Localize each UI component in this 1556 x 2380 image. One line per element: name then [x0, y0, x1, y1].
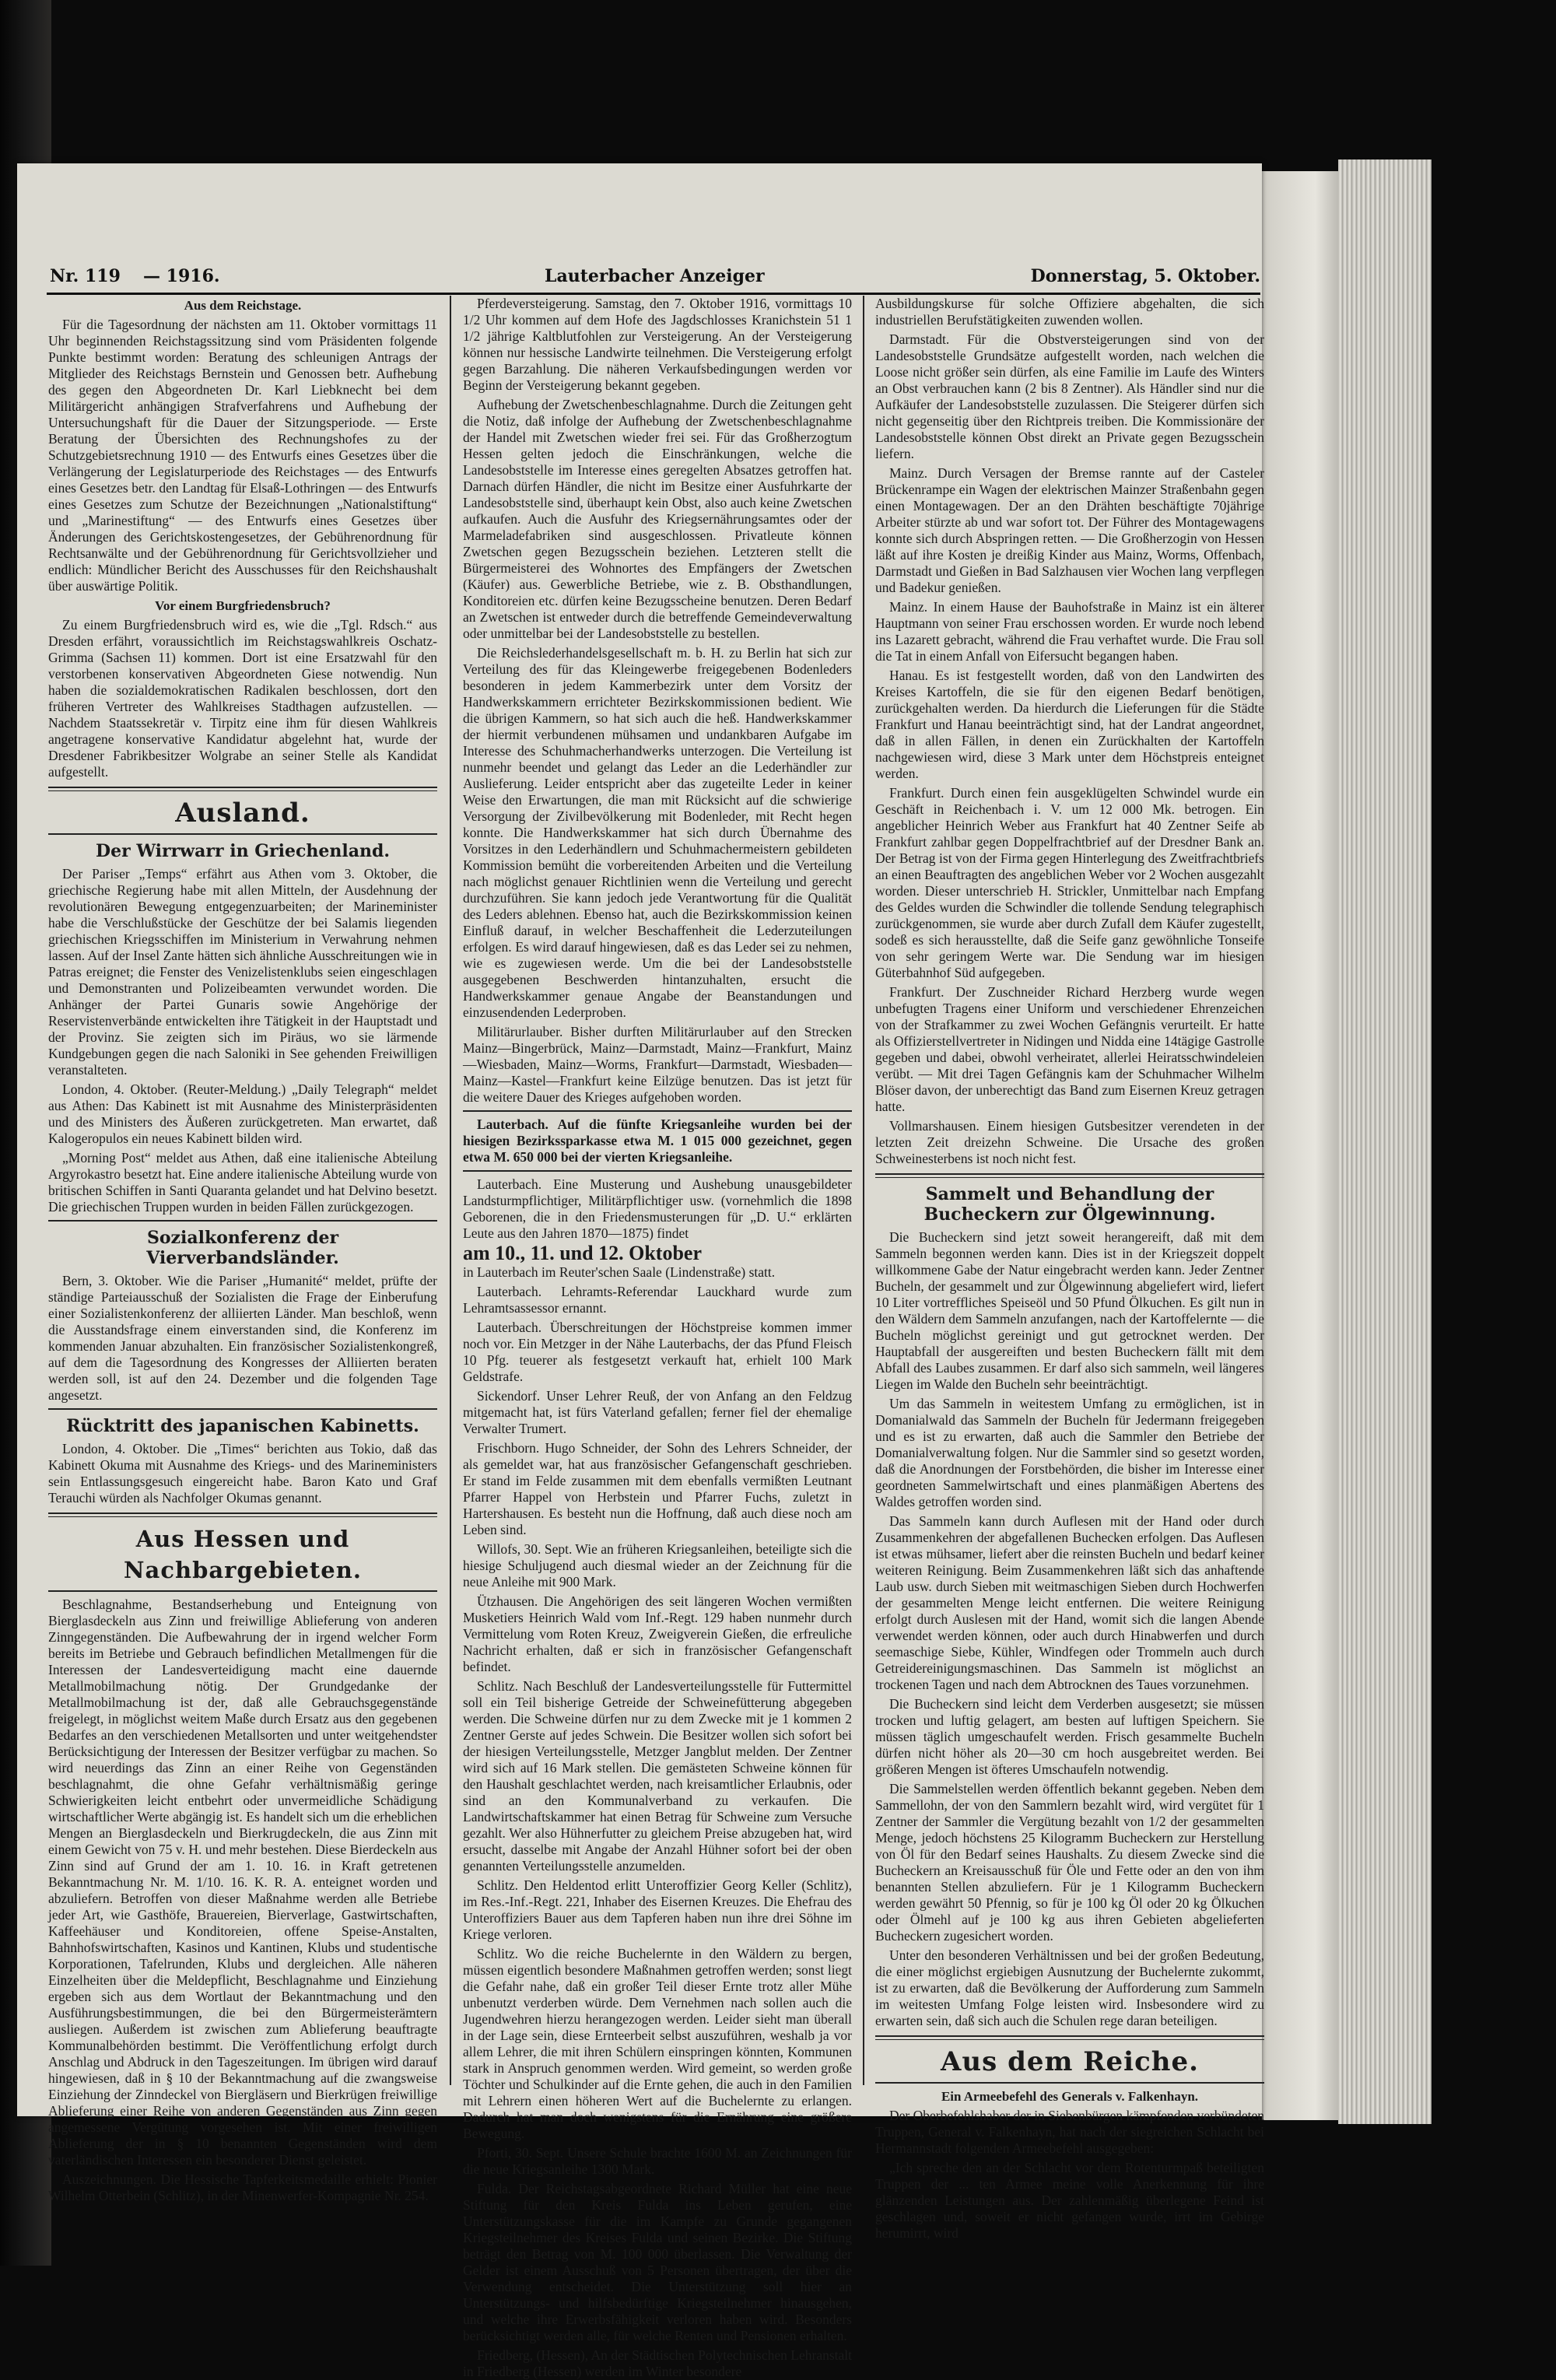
issue-date: Donnerstag, 5. Oktober.	[1030, 266, 1260, 286]
section-divider	[875, 2035, 1264, 2040]
article-paragraph: Lauterbach. Lehramts-Referendar Lauckhard wurde zum Lehramtsassessor ernannt.	[463, 1284, 852, 1316]
heading-burgfrieden: Vor einem Burgfriedensbruch?	[155, 598, 331, 613]
article-paragraph: Mainz. In einem Hause der Bauhofstraße in Mainz ist ein älterer Hauptmann von seiner Frau erschossen worden. Er wurde noch lebend ins Lazarett gebracht, während die Frau verhaftet wurde. Die Frau soll die Tat in einem Anfall von Eifersucht begangen haben.	[875, 599, 1264, 664]
article-paragraph: Darmstadt. Für die Obstversteigerungen sind von der Landesobststelle Grundsätze aufgestellt worden, nach welchen die Loose nicht größer sein dürfen, als eine Familie im Laufe des Winters an Obst verbrauchen kann (2 bis 8 Zentner). Als Händler sind nur die Aufkäufer der Landesobststelle zuzulassen. Die Steigerer dürfen sich nicht gegenseitig über den Richtpreis treiben. Die Kommissionäre der Landesobststelle können Obst direkt an Private gegen Bezugsschein liefern.	[875, 331, 1264, 461]
page-edge-shadow	[1262, 171, 1338, 2120]
divider	[463, 1110, 852, 1112]
article-paragraph: Fulda. Der Reichstagsabgeordnete Richard Müller hat eine neue Stiftung für den Kreis Fulda ins Leben gerufen, eine Unterstützungskasse für die im Kampfe zu Grunde gegangenen Kriegsteilnehmer des Kreises Fulda und seinen Bezirke. Die Stiftung beträgt den Betrag von M. 100 000 überlassen. Die Verwaltung der Gelder ist einem Ausschuß von 5 Personen übertragen, der über die Verwendung entscheidet. Die Unterstützung soll hier an Unterstützungs- und hilfsbedürftige Kriegsteilnehmer hinausgehen, und welche ihre Erwerbsfähigkeit verloren haben wird. Besonders berücksichtigt werden alle, für welche Renten und Pensionen erhalten.	[463, 2181, 852, 2343]
divider	[463, 1170, 852, 1172]
stacked-page-edges	[1338, 159, 1432, 2124]
article-paragraph: Die Bucheckern sind jetzt soweit herangereift, daß mit dem Sammeln begonnen werden kann. Dies ist in der Kriegszeit doppelt willkommene Gabe der Natur eingebracht werden kann. Jeder Zentner Bucheln, der gesammelt und zur Ölgewinnung abgeliefert wird, liefert 10 Liter vortreffliches Speiseöl und 50 Pfund Ölkuchen. Es gilt nun in den Wäldern dem Sammeln anzufangen, nach der Kartoffelernte — die Bucheln möglichst gereinigt und gut getrocknet werden. Der Hauptabfall der ausgereiften und besten Bucheckern fällt mit dem Abfall des Laubes zusammen. Er darf also sich sammeln, weil längeres Liegen im Walde den Bucheln sehr beeinträchtigt.	[875, 1229, 1264, 1392]
issue-year: — 1916.	[143, 266, 220, 286]
article-paragraph: Auszeichnungen. Die Hessische Tapferkeitsmedaille erhielt: Pionier Wilhelm Otterbein (Schlitz), in der Minenwerfer-Kompagnie Nr. 254.	[48, 2171, 437, 2203]
article-paragraph: Das Sammeln kann durch Auflesen mit der Hand oder durch Zusammenkehren der abgefallenen Buchecken erfolgen. Das Auflesen ist etwas mühsamer, liefert aber die reinsten Bucheln und bedarf keiner weiteren Reinigung. Beim Zusammenkehren läßt sich das anhaftende Laub usw. durch Sieben mit weitmaschigen Sieben durch Hochwerfen der gesammelten Menge leicht entfernen. Die weitere Reinigung erfolgt durch Auslesen mit der Hand, womit sich die langen Abende verwendet werden können, oder auch durch Hinabwerfen und durch seemaschige Siebe, Kühler, Windfegen oder Trommeln auch durch Getreidereinigungsmaschinen. Das Sammeln ist möglichst an trockenen Tagen und nach dem Abtrocknen des Taues vorzunehmen.	[875, 1513, 1264, 1692]
article-paragraph: Beschlagnahme, Bestandserhebung und Enteignung von Bierglasdeckeln aus Zinn und freiwillige Ablieferung von anderen Zinngegenständen. Die Aufbewahrung der in irgend welcher Form bereits im Betriebe und Gebrauch befindlichen Metallmengen für die Interessen der Landesverteidigung macht eine dauernde Metallmobilmachung nötig. Der Grundgedanke der Metallmobilmachung ist der, daß alle Gebrauchsgegenstände freigelegt, in möglichst weitem Maße durch Ersatz aus den gegebenen Bedarfes an den verschiedenen Metallsorten und unter weitgehendster Berücksichtigung der Interessen der Besitzer verfügbar zu machen. So wird neuerdings das Zinn an einer Reihe von Gegenständen beschlagnahmt, die ohne Gefahr verhältnismäßig geringe Schwierigkeiten leicht entbehrt oder unvermeidliche Schädigung wirtschaftlicher Werte abgängig ist. Es handelt sich um die erheblichen Mengen an Bierglasdeckeln und Bierkrugdeckeln, die aus Zinn mit einem Gewicht von 75 v. H. und mehr bestehen. Diese Bierdeckeln aus Zinn sind auf Grund der am 1. 10. 16. in Kraft getretenen Bekanntmachung Nr. M. 1/10. 16. K. R. A. enteignet worden und abzuliefern. Betroffen von dieser Maßnahme werden alle Betriebe jeder Art, wie Gasthöfe, Brauereien, Bierverlage, Gastwirtschaften, Kaffeehäuser und Konditoreien, offene Speise-Anstalten, Bahnhofswirtschaften, Kasinos und Kantinen, Klubs und studentische Korporationen, Tafelrunden, Klubs und dergleichen. Alle näheren Einzelheiten über die Meldepflicht, Beschlagnahme und Einziehung ergeben sich aus dem Wortlaut der Bekanntmachung und den Ausführungsbestimmungen, die bei den Bürgermeisterämtern ausliegen. Außerdem ist zwischen zum Ablieferung beauftragte Kommunalbehörden bestimmt. Die Veröffentlichung erfolgt durch Anschlag und Abdruck in den Tageszeitungen. Im übrigen wird darauf hingewiesen, daß in § 10 der Bekanntmachung auf die zwangsweise Einziehung der Zinndeckel von Biergläsern und Bierkrügen freiwillige Ablieferung einer Reihe von anderen Gegenständen aus Zinn gegen angemessene Vergütung vorgesehen ist. Mit einer freiwilligen Ablieferung der in § 10 benannten Gegenständen wird dem vaterländischen Interessen ein besonderer Dienst geleistet.	[48, 1597, 437, 2168]
article-paragraph: Die Bucheckern sind leicht dem Verderben ausgesetzt; sie müssen trocken und luftig gelagert, am besten auf luftigen Speichern. Sie müssen täglich umgeschaufelt werden. Frisch gesammelte Bucheln dürfen nicht höher als 20—30 cm hoch ausgebreitet werden. Bei größeren Mengen ist öfteres Umschaufeln notwendig.	[875, 1696, 1264, 1777]
article-paragraph: in Lauterbach im Reuter'schen Saale (Lindenstraße) statt.	[463, 1264, 776, 1280]
article-paragraph: London, 4. Oktober. (Reuter-Meldung.) „Daily Telegraph“ meldet aus Athen: Das Kabinett ist mit Ausnahme des Ministerpräsidenten und des Ministers des Äußeren zurückgetreten. Man erwartet, daß Kalogeropulos ein neues Kabinett bilden wird.	[48, 1081, 437, 1146]
column-rule	[863, 296, 864, 2085]
article-paragraph: Ausbildungskurse für solche Offiziere abgehalten, die sich industriellen Berufstätigkeiten zuwenden wollen.	[875, 296, 1264, 328]
divider	[48, 1408, 437, 1410]
article-paragraph: Ützhausen. Die Angehörigen des seit längeren Wochen vermißten Musketiers Heinrich Wald vom Inf.-Regt. 129 haben nunmehr durch Vermittelung vom Roten Kreuz, Zweigverein Gießen, die erfreuliche Nachricht erhalten, daß er sich in französischer Gefangenschaft befindet.	[463, 1593, 852, 1674]
section-heading-reich: Aus dem Reiche.	[941, 2046, 1199, 2077]
divider	[48, 833, 437, 835]
column-3	[875, 296, 1264, 2241]
newspaper-title: Lauterbacher Anzeiger	[545, 266, 765, 286]
section-heading-ausland: Ausland.	[175, 797, 310, 829]
article-paragraph: Lauterbach. Auf die fünfte Kriegsanleihe wurden bei der hiesigen Bezirkssparkasse etwa M. 1 015 000 gezeichnet, gegen etwa M. 650 000 bei der vierten Kriegsanleihe.	[463, 1116, 852, 1165]
article-paragraph: Frankfurt. Der Zuschneider Richard Herzberg wurde wegen unbefugten Tragens einer Uniform und verschiedener Ehrenzeichen von der Strafkammer zu zwei Wochen Gefängnis verurteilt. Er hatte als Offizierstellvertreter in Nidingen und Nidda eine 14tägige Gastrolle gegeben und dabei, obwohl verheiratet, allerlei Heiratsschwindeleien verübt. — Mit drei Tagen Gefängnis kam der Schuhmacher Wilhelm Blöser davon, der unberechtigt das Band zum Eisernen Kreuz getragen hatte.	[875, 984, 1264, 1114]
article-paragraph: Für die Tagesordnung der nächsten am 11. Oktober vormittags 11 Uhr beginnenden Reichstagssitzung sind vom Präsidenten folgende Punkte bestimmt worden: Beratung des schleunigen Antrags der Mitglieder des Reichstags Bernstein und Genossen betr. Aufhebung des gegen den Abgeordneten Dr. Karl Liebknecht bei dem Militärgericht anhängigen Strafverfahrens und Aufhebung der Untersuchungshaft für die Dauer der Sitzungsperiode. — Erste Beratung der Übersichten des Rechnungshofes zu der Schutzgebietsrechnung 1910 — des Entwurfs eines Gesetzes über die Verlängerung der Legislaturperiode des Reichstages — des Entwurfs eines Gesetzes betr. den Landtag für Elsaß-Lothringen — des Entwurfs eines Gesetzes zum Schutze der Bezeichnungen „Nationalstiftung“ und „Marinestiftung“ — des Entwurfs eines Gesetzes über Änderungen des Gerichtskostengesetzes, der Gebührenordnung für Rechtsanwälte und der Gebührenordnung für Gerichtsvollzieher und endlich: Mündlicher Bericht des Ausschusses für den Reichshaushalt über auswärtige Politik.	[48, 317, 437, 594]
article-paragraph: „Ich spreche den an der Schlacht vor dem Rotenturmpaß beteiligten Truppen der ... ten Armee meine volle Anerkennung für ihre glänzenden Leistungen aus. Der zahlenmäßig überlegene Feind ist geschlagen und, soweit er nicht gefangen wurde, irrt im Gebirge herumirrt, wird	[875, 2160, 1264, 2241]
article-paragraph: Hanau. Es ist festgestellt worden, daß von den Landwirten des Kreises Kartoffeln, die sie für den eigenen Bedarf benötigen, zurückgehalten werden. Da hierdurch die Lieferungen für die Städte Frankfurt und Hanau beeinträchtigt sind, hat der Landrat angeordnet, daß in allen Fällen, in denen ein Zurückhalten der Kartoffeln nachgewiesen wird, diese 3 Mark unter dem Höchstpreis enteignet werden.	[875, 668, 1264, 781]
article-paragraph: Um das Sammeln in weitestem Umfang zu ermöglichen, ist in Domanialwald das Sammeln der Bucheln für Jedermann freigegeben und es ist zu erwarten, daß auch die Sammler den Betriebe der Domanialverwaltung folgen. Nur die Sammler sind so gesetzt worden, daß die Anordnungen der Forstbehörden, die bisher im Interesse einer geordneten Sammelwirtschaft und eines planmäßigen Abertens des Waldes getroffen worden sind.	[875, 1396, 1264, 1509]
article-paragraph: Schlitz. Nach Beschluß der Landesverteilungsstelle für Futtermittel soll ein Teil bisherige Getreide der Schweinefütterung abgegeben werden. Die Schweine dürfen nur zu dem Zwecke mit je 1 kommen 2 Zentner Gerste auf jedes Schwein. Die Besitzer wollen sich sofort bei der hiesigen Verteilungsstelle, Metzger Jangblut melden. Der Zentner wird sich auf 16 Mark stellen. Die gemästeten Schweine können für den Haushalt geschlachtet werden, nach kreisamtlicher Erlaubnis, oder sind an den Kommunalverband zu verkaufen. Die Landwirtschaftskammer hat einen Betrag für Schweine zum Versuche gezahlt. Wer also Hühnerfutter zu gleichem Preise abzugeben hat, wird ersucht, dasselbe mit Angabe der Anzahl Hühner sofort bei der oben genannten Verteilungsstelle anzumelden.	[463, 1678, 852, 1874]
heading-bucheckern: Sammelt und Behandlung der Bucheckern zur Ölgewinnung.	[923, 1184, 1216, 1225]
column-1	[48, 296, 437, 2203]
article-paragraph: Militärurlauber. Bisher durften Militärurlauber auf den Strecken Mainz—Bingerbrück, Mainz—Darmstadt, Mainz—Frankfurt, Mainz—Wiesbaden, Mainz—Worms, Frankfurt—Darmstadt, Wiesbaden—Mainz—Kastel—Frankfurt keine Eilzüge benutzen. Das ist jetzt für die weitere Dauer des Krieges aufgehoben worden.	[463, 1024, 852, 1105]
article-paragraph: Pforti, 30. Sept. Unsere Schule brachte 1600 M. an Zeichnungen für die neue Kriegsanleihe 1300 Mark.	[463, 2145, 852, 2177]
article-paragraph: Aufhebung der Zwetschenbeschlagnahme. Durch die Zeitungen geht die Notiz, daß infolge der Aufhebung der Zwetschenbeschlagnahme der Handel mit Zwetschen wieder frei sei. Für das Großherzogtum Hessen gelten jedoch die Einschränkungen, welche die Landesobststelle im Interesse eines geregelten Absatzes getroffen hat. Darnach dürfen Händler, die nicht im Besitze einer Ausfuhrkarte der Landesobststelle sind, überhaupt kein Obst, also auch keine Zwetschen aufkaufen. Auch die Ausfuhr des Kriegsernährungsamtes oder der Marmeladefabriken sind ausgeschlossen. Privatleute können Zwetschen gegen Bezugsschein beziehen. Letzteren stellt die Bürgermeisterei des Wohnortes des Empfängers der Zwetschen (Käufer) aus. Gewerbliche Betriebe, wie z. B. Obsthandlungen, Konditoreien etc. dürfen keine Bezugsscheine benutzen. Deren Bedarf an Zwetschen ist entweder durch die betreffende Gemeindeverwaltung oder unmittelbar bei der Landesobststelle zu bestellen.	[463, 397, 852, 641]
article-paragraph: Die Reichslederhandelsgesellschaft m. b. H. zu Berlin hat sich zur Verteilung des für das Kleingewerbe freigegebenen Bodenleders besonderen in jedem Kammerbezirk unter dem Vorsitz der Handwerkskammern errichteter Bezirkskommissionen bedient. Wie die übrigen Kammern, so hat sich auch die heß. Handwerkskammer der hiermit verbundenen mühsamen und undankbaren Aufgabe im Interesse des Schuhmacherhandwerks unterzogen. Die Verteilung ist nunmehr beendet und gelangt das Leder an die Lederhändler zur Auslieferung. Leider entspricht aber das zugeteilte Leder in keiner Weise den Erwartungen, die man mit Rücksicht auf die schwierige Versorgung der Zivilbevölkerung mit Bodenleder, mit Recht hegen konnte. Die Handwerkskammer hat sich durch Übernahme des Vorsitzes in den Lederhändlern und Schuhmachermeistern gebildeten Kommission bemüht die vorbereitenden Arbeiten und die Verteilung nach möglichst genauer Richtlinien wenn die Verteilung und gerecht durchzuführen. Sie kann jedoch jede Verantwortung für die Qualität des Leders ablehnen. Ebenso hat, auch die Bezirkskommission keinen Einfluß darauf, in welcher Beschaffenheit die Lederzuteilungen erfolgen. Es wird darauf hingewiesen, daß es das Leder sei zu nehmen, wie es zugewiesen werde. Um die bei der Landesobststelle ausgegebenen Beschwerden hintanzuhalten, ersucht die Handwerkskammer genaue Angabe der Beanstandungen und einzusendenden Lederproben.	[463, 645, 852, 1020]
heading-griechenland: Der Wirrwarr in Griechenland.	[96, 841, 390, 861]
article-paragraph: Sickendorf. Unser Lehrer Reuß, der von Anfang an den Feldzug mitgemacht hat, ist fürs Vaterland gefallen; ferner fiel der ehemalige Verwalter Trumert.	[463, 1388, 852, 1436]
article-paragraph: Frischborn. Hugo Schneider, der Sohn des Lehrers Schneider, der als gemeldet war, hat aus französischer Gefangenschaft geschrieben. Er stand im Felde zusammen mit dem ebenfalls vermißten Leutnant Pfarrer Happel von Herbstein und Pfarrer Fuchs, zuletzt in Hartershausen. Es besteht nun die Hoffnung, daß auch diese noch am Leben sind.	[463, 1440, 852, 1537]
article-paragraph: Schlitz. Den Heldentod erlitt Unteroffizier Georg Keller (Schlitz), im Res.-Inf.-Regt. 221, Inhaber des Eisernen Kreuzes. Die Ehefrau des Unteroffiziers Bauer aus dem Tapferen haben nun ihre drei Söhne im Kriege verloren.	[463, 1877, 852, 1942]
heading-japan: Rücktritt des japanischen Kabinetts.	[66, 1416, 419, 1436]
divider	[48, 1590, 437, 1592]
article-paragraph: Schlitz. Wo die reiche Buchelernte in den Wäldern zu bergen, müssen eigentlich besondere Maßnahmen getroffen werden; sonst liegt die Gefahr nahe, daß ein großer Teil dieser Ernte trotz aller Mühe unbenutzt verderben würde. Dem Vernehmen nach sollen auch die Jugendwehren hierzu herangezogen werden. Leider sieht man überall in der Lage sein, diese Ernteerbeit selbst auszuführen, weshalb ja vor allem Lehrer, die mit ihren Schülern einspringen könnten, Kommunen stark in Anspruch genommen werden. Wird gemeint, so werden große Töchter und Schulkinder auf die Ernte gehen, die auch in den Familien mit Lehrern einen höheren Wert auf die Buchelernte zu erlangen. Dadurch hat man doch wenigstens für die Ernährung eine größere Bewegung.	[463, 1946, 852, 2141]
article-paragraph: Lauterbach. Eine Musterung und Aushebung unausgebildeter Landsturmpflichtiger, Militärpflichtiger usw. (vornehmlich die 1898 Geborenen, die in den Friedensmusterungen für „D. U.“ erklärten Leute aus den Jahren 1870—1875) findet	[463, 1176, 852, 1241]
muster-date: am 10., 11. und 12. Oktober	[463, 1242, 702, 1264]
section-heading-hessen: Aus Hessen und Nachbargebieten.	[124, 1526, 362, 1583]
heading-armeebefehl: Ein Armeebefehl des Generals v. Falkenhayn.	[941, 2089, 1199, 2104]
heading-sozialkonferenz: Sozialkonferenz der Vierverbandsländer.	[146, 1228, 339, 1268]
article-paragraph: London, 4. Oktober. Die „Times“ berichten aus Tokio, daß das Kabinett Okuma mit Ausnahme des Kriegs- und des Marineministers sein Entlassungsgesuch eingereicht habe. Baron Kato und Graf Terauchi würden als Nachfolger Okumas genannt.	[48, 1441, 437, 1505]
article-paragraph: Pferdeversteigerung. Samstag, den 7. Oktober 1916, vormittags 10 1/2 Uhr kommen auf dem Hofe des Jagdschlosses Kranichstein 51 1 1/2 jährige Kaltblutfohlen zur Versteigerung. An der Versteigerung können nur hessische Landwirte teilnehmen. Die Versteigerung erfolgt gegen Barzahlung. Die näheren Verkaufsbedingungen werden vor Beginn der Versteigerung bekannt gegeben.	[463, 296, 852, 393]
divider	[875, 2082, 1264, 2084]
article-paragraph: Unter den besonderen Verhältnissen und bei der großen Bedeutung, die einer möglichst ergiebigen Ausnutzung der Buchelernte zukommt, ist zu erwarten, daß die Bevölkerung der Aufforderung zum Sammeln im weitesten Umfang Folge leisten wird. Insbesondere wird zu erwarten sein, daß sich auch die Schulen rege daran beteiligen.	[875, 1947, 1264, 2028]
heading-reichstag: Aus dem Reichstage.	[184, 298, 302, 313]
article-paragraph: Lauterbach. Überschreitungen der Höchstpreise kommen immer noch vor. Ein Metzger in der Nähe Lauterbachs, der das Pfund Fleisch 10 Pfg. teuerer als festgesetzt verkauft hat, erhielt 100 Mark Geldstrafe.	[463, 1320, 852, 1384]
section-divider	[48, 1512, 437, 1517]
section-divider	[48, 787, 437, 791]
section-divider	[875, 1173, 1264, 1178]
article-paragraph: Bern, 3. Oktober. Wie die Pariser „Humanité“ meldet, prüfte der ständige Parteiausschuß der Sozialisten die Frage der Einberufung einer Sozialistenkonferenz der alliierten Länder. Man beschloß, wenn die Ausstandsfrage einem einverstanden sind, die Konferenz im kommenden Januar abzuhalten. Ein französischer Sozialistenkongreß, auf dem die Tagesordnung des Kongresses der Alliierten beraten werden soll, ist auf den 24. Dezember und die folgenden Tage angesetzt.	[48, 1273, 437, 1403]
column-2	[463, 296, 852, 2379]
column-rule	[450, 296, 451, 2085]
article-paragraph: „Morning Post“ meldet aus Athen, daß eine italienische Abteilung Argyrokastro besetzt hat. Eine andere italienische Abteilung wurde von britischen Schiffen in Santi Quaranta gelandet und hat Delvino besetzt. Die griechischen Truppen wurden in beiden Fällen zurückgezogen.	[48, 1150, 437, 1215]
article-paragraph: Friedberg, (Hessen), An der Städtischen Polytechnischen Lehranstalt in Friedberg (Hessen) werden im Winter besondere	[463, 2347, 852, 2379]
page-header	[47, 265, 1260, 295]
article-paragraph: Frankfurt. Durch einen fein ausgeklügelten Schwindel wurde ein Geschäft in Reichenbach i. V. um 12 000 Mk. betrogen. Ein angeblicher Heinrich Weber aus Frankfurt hat 40 Zentner Seife ab Frankfurt zahlbar gegen Doppelfrachtbrief auf der Dresdner Bank an. Der Betrag ist von der Firma gegen Hinterlegung des Zweitfrachtbriefs an einen Beauftragten des angeblichen Weber vor 2 Wochen ausgezahlt worden. Dieser unterschrieb H. Strickler, Unmittelbar nach Empfang des Geldes wurden die Schwindler die tollende Sendung telegraphisch zurückgenommen, sie wurde aber durch Zufall dem Käufer zugestellt, sodeß es sich herausstellte, daß die Seife ganz gewöhnliche Tonseife von sehr geringem Werte war. Die Sendung war im hiesigen Güterbahnhof Süd aufgegeben.	[875, 785, 1264, 980]
article-paragraph: Willofs, 30. Sept. Wie an früheren Kriegsanleihen, beteiligte sich die hiesige Schuljugend auch diesmal wieder an der Zeichnung für die neue Anleihe mit 900 Mark.	[463, 1541, 852, 1590]
article-paragraph: Die Sammelstellen werden öffentlich bekannt gegeben. Neben dem Sammellohn, der von den Sammlern bezahlt wird, wird vergütet für 1 Zentner der Sammler die Vergütung bezahlt von 1/2 der gesammelten Menge, jedoch höchstens 25 Kilogramm Bucheckern zur Herstellung von Öl für den Bedarf seines Haushalts. Zu diesem Zwecke sind die Bucheckern an Kreisausschuß für Öle und Fette oder an den von ihm benannten Stellen abzuliefern. Für je 1 Kilogramm Bucheckern werden gewährt 50 Pfennig, so für je 100 kg Öl oder 20 kg Ölkuchen oder Ölmehl auf je 100 kg aus ihren Gebieten abgelieferten Bucheckern zugesichert worden.	[875, 1781, 1264, 1944]
article-paragraph: Der Pariser „Temps“ erfährt aus Athen vom 3. Oktober, die griechische Regierung habe mit allen Mitteln, der Ausdehnung der revolutionären Bewegung entgegenzuarbeiten; der Marineminister habe die Verschlußstücke der Geschütze der bei Salamis liegenden griechischen Kriegsschiffen im Ministerium in Verwahrung nehmen lassen. Auf der Insel Zante hätten sich ähnliche Ausschreitungen wie in Patras ereignet; die Fenster des Venizelistenklubs seien eingeschlagen und Demonstranten und Polizeibeamten verwundet worden. Die Anhänger der Partei Gunaris sowie Angehörige der Reservistenverbände entwickelten ihre Tätigkeit in der Hauptstadt und der Provinz. Sie zeigten sich im Piräus, wo sie lärmende Kundgebungen gegen die nach Saloniki in See gehenden Freiwilligen veranstalteten.	[48, 866, 437, 1078]
article-paragraph: Zu einem Burgfriedensbruch wird es, wie die „Tgl. Rdsch.“ aus Dresden erfährt, voraussichtlich im Reichstagswahlkreis Oschatz-Grimma (Sachsen 11) kommen. Dort ist eine Ersatzwahl für den verstorbenen konservativen Abgeordneten Giese notwendig. Nun haben die sozialdemokratischen Radikalen beschlossen, dort den früheren Vertreter des Wahlkreises Stadthagen aufzustellen. — Nachdem Staatssekretär v. Tirpitz eine ihm für diesen Wahlkreis angetragene konservative Kandidatur abgelehnt hat, wurde der Dresdener Fabrikbesitzer Wolgrabe an seiner Stelle als Kandidat aufgestellt.	[48, 617, 437, 780]
article-paragraph: Vollmarshausen. Einem hiesigen Gutsbesitzer verendeten in der letzten Zeit dreizehn Schweine. Die Ursache des großen Schweinesterbens ist noch nicht fest.	[875, 1118, 1264, 1166]
issue-number: Nr. 119	[50, 266, 121, 286]
article-paragraph: Der Oberbefehlshaber der in Siebenbürgen kämpfenden verbündeten Truppen, General v. Falkenhayn, hat nach der siegreichen Schlacht bei Hermannstadt folgenden Armeebefehl ausgegeben:	[875, 2108, 1264, 2156]
divider	[48, 1220, 437, 1222]
article-paragraph: Mainz. Durch Versagen der Bremse rannte auf der Casteler Brückenrampe ein Wagen der elektrischen Mainzer Straßenbahn gegen einen Montagewagen. Der an den Drähten beschäftigte 70jährige Arbeiter stürzte ab und war sofort tot. Der Führer des Montagewagens konnte sich durch Abspringen retten. — Die Großherzogin von Hessen läßt auf ihre Kosten je dreißig Kinder aus Mainz, Worms, Offenbach, Darmstadt und Gießen in Bad Salzhausen vier Wochen lang verpflegen und Badekur genießen.	[875, 465, 1264, 595]
